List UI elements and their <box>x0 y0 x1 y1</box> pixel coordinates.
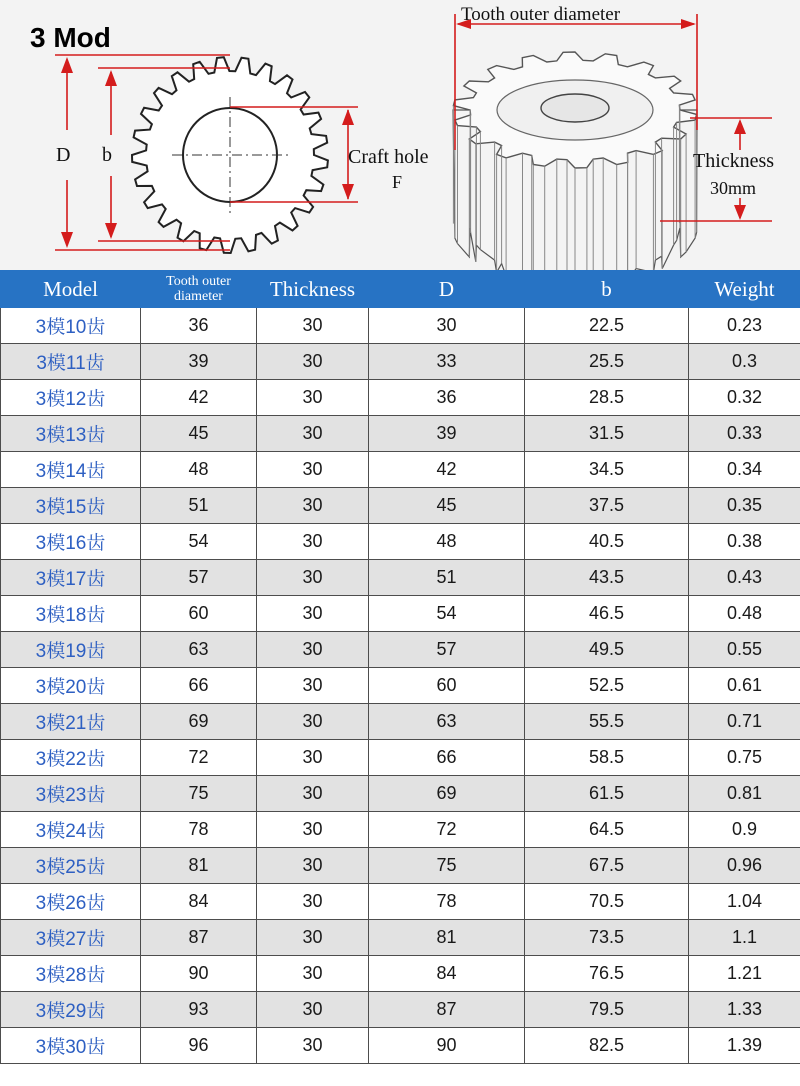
cell-thickness: 30 <box>257 992 369 1028</box>
cell-model: 3模14齿 <box>1 452 141 488</box>
cell-D: 84 <box>369 956 525 992</box>
cell-tooth-outer-diameter: 66 <box>141 668 257 704</box>
cell-thickness: 30 <box>257 596 369 632</box>
cell-thickness: 30 <box>257 920 369 956</box>
table-row <box>1 488 800 524</box>
cell-model: 3模18齿 <box>1 596 141 632</box>
cell-D: 33 <box>369 344 525 380</box>
cell-weight: 1.21 <box>689 956 800 992</box>
table-row <box>1 308 800 344</box>
label-tooth-outer-diameter: Tooth outer diameter <box>461 4 621 25</box>
table-header-row <box>1 271 800 308</box>
cell-model: 3模22齿 <box>1 740 141 776</box>
cell-b: 25.5 <box>525 344 689 380</box>
cell-D: 66 <box>369 740 525 776</box>
cell-D: 57 <box>369 632 525 668</box>
header-b: b <box>525 271 689 308</box>
cell-thickness: 30 <box>257 524 369 560</box>
cell-tooth-outer-diameter: 90 <box>141 956 257 992</box>
table-row <box>1 524 800 560</box>
cell-tooth-outer-diameter: 84 <box>141 884 257 920</box>
cell-model: 3模29齿 <box>1 992 141 1028</box>
header-D: D <box>369 271 525 308</box>
cell-thickness: 30 <box>257 1028 369 1064</box>
cell-weight: 0.55 <box>689 632 800 668</box>
cell-thickness: 30 <box>257 884 369 920</box>
cell-b: 37.5 <box>525 488 689 524</box>
table-row <box>1 776 800 812</box>
cell-thickness: 30 <box>257 452 369 488</box>
cell-thickness: 30 <box>257 704 369 740</box>
cell-b: 55.5 <box>525 704 689 740</box>
cell-tooth-outer-diameter: 96 <box>141 1028 257 1064</box>
cell-b: 70.5 <box>525 884 689 920</box>
cell-model: 3模13齿 <box>1 416 141 452</box>
cell-weight: 0.35 <box>689 488 800 524</box>
gear-front-view <box>132 57 328 253</box>
cell-model: 3模30齿 <box>1 1028 141 1064</box>
cell-tooth-outer-diameter: 63 <box>141 632 257 668</box>
cell-b: 79.5 <box>525 992 689 1028</box>
cell-thickness: 30 <box>257 776 369 812</box>
cell-model: 3模12齿 <box>1 380 141 416</box>
cell-D: 75 <box>369 848 525 884</box>
cell-model: 3模28齿 <box>1 956 141 992</box>
header-model: Model <box>1 271 141 308</box>
cell-b: 28.5 <box>525 380 689 416</box>
cell-tooth-outer-diameter: 75 <box>141 776 257 812</box>
gear-diagram <box>0 0 800 270</box>
table-row <box>1 812 800 848</box>
cell-weight: 0.71 <box>689 704 800 740</box>
cell-model: 3模11齿 <box>1 344 141 380</box>
cell-model: 3模21齿 <box>1 704 141 740</box>
cell-model: 3模16齿 <box>1 524 141 560</box>
cell-D: 48 <box>369 524 525 560</box>
cell-D: 42 <box>369 452 525 488</box>
cell-thickness: 30 <box>257 668 369 704</box>
cell-b: 49.5 <box>525 632 689 668</box>
table-row <box>1 920 800 956</box>
cell-weight: 1.33 <box>689 992 800 1028</box>
cell-D: 78 <box>369 884 525 920</box>
gear-perspective-view <box>453 52 697 270</box>
cell-model: 3模27齿 <box>1 920 141 956</box>
cell-D: 69 <box>369 776 525 812</box>
table-row <box>1 452 800 488</box>
cell-b: 43.5 <box>525 560 689 596</box>
cell-tooth-outer-diameter: 54 <box>141 524 257 560</box>
cell-tooth-outer-diameter: 72 <box>141 740 257 776</box>
label-thickness-value: 30mm <box>710 178 757 198</box>
cell-b: 82.5 <box>525 1028 689 1064</box>
cell-thickness: 30 <box>257 848 369 884</box>
cell-thickness: 30 <box>257 560 369 596</box>
cell-D: 54 <box>369 596 525 632</box>
cell-D: 39 <box>369 416 525 452</box>
cell-thickness: 30 <box>257 740 369 776</box>
cell-weight: 1.39 <box>689 1028 800 1064</box>
cell-weight: 1.1 <box>689 920 800 956</box>
cell-D: 51 <box>369 560 525 596</box>
cell-tooth-outer-diameter: 39 <box>141 344 257 380</box>
cell-tooth-outer-diameter: 78 <box>141 812 257 848</box>
cell-weight: 0.33 <box>689 416 800 452</box>
cell-tooth-outer-diameter: 48 <box>141 452 257 488</box>
cell-tooth-outer-diameter: 69 <box>141 704 257 740</box>
label-craft-hole-F: F <box>392 172 403 192</box>
cell-weight: 0.48 <box>689 596 800 632</box>
cell-b: 61.5 <box>525 776 689 812</box>
table-row <box>1 1028 800 1064</box>
label-b: b <box>102 144 112 166</box>
cell-weight: 0.23 <box>689 308 800 344</box>
cell-model: 3模17齿 <box>1 560 141 596</box>
cell-tooth-outer-diameter: 42 <box>141 380 257 416</box>
cell-tooth-outer-diameter: 81 <box>141 848 257 884</box>
table-row <box>1 956 800 992</box>
cell-D: 63 <box>369 704 525 740</box>
cell-thickness: 30 <box>257 380 369 416</box>
cell-weight: 0.32 <box>689 380 800 416</box>
cell-D: 45 <box>369 488 525 524</box>
table-row <box>1 380 800 416</box>
cell-thickness: 30 <box>257 632 369 668</box>
cell-thickness: 30 <box>257 344 369 380</box>
table-row <box>1 344 800 380</box>
table-row <box>1 848 800 884</box>
cell-D: 90 <box>369 1028 525 1064</box>
table-row <box>1 740 800 776</box>
table-row <box>1 560 800 596</box>
table-row <box>1 416 800 452</box>
cell-thickness: 30 <box>257 812 369 848</box>
cell-weight: 0.96 <box>689 848 800 884</box>
cell-b: 34.5 <box>525 452 689 488</box>
header-weight: Weight <box>689 271 800 308</box>
table-row <box>1 668 800 704</box>
cell-thickness: 30 <box>257 416 369 452</box>
cell-weight: 0.38 <box>689 524 800 560</box>
cell-weight: 0.43 <box>689 560 800 596</box>
header-thickness: Thickness <box>257 271 369 308</box>
cell-model: 3模19齿 <box>1 632 141 668</box>
cell-thickness: 30 <box>257 308 369 344</box>
table-row <box>1 704 800 740</box>
cell-b: 76.5 <box>525 956 689 992</box>
cell-D: 81 <box>369 920 525 956</box>
cell-D: 36 <box>369 380 525 416</box>
table-row <box>1 992 800 1028</box>
cell-b: 52.5 <box>525 668 689 704</box>
gear-bore-hole <box>541 94 609 122</box>
cell-weight: 0.75 <box>689 740 800 776</box>
cell-D: 72 <box>369 812 525 848</box>
table-row <box>1 596 800 632</box>
header-tooth-outer-diameter: Tooth outer diameter <box>141 271 257 308</box>
cell-model: 3模15齿 <box>1 488 141 524</box>
cell-weight: 0.61 <box>689 668 800 704</box>
gear-spec-table <box>0 270 800 1064</box>
cell-tooth-outer-diameter: 51 <box>141 488 257 524</box>
table-body <box>1 308 800 1064</box>
cell-b: 46.5 <box>525 596 689 632</box>
label-thickness: Thickness <box>693 150 775 172</box>
cell-weight: 0.3 <box>689 344 800 380</box>
cell-b: 67.5 <box>525 848 689 884</box>
cell-tooth-outer-diameter: 93 <box>141 992 257 1028</box>
cell-model: 3模20齿 <box>1 668 141 704</box>
cell-tooth-outer-diameter: 60 <box>141 596 257 632</box>
cell-b: 58.5 <box>525 740 689 776</box>
cell-model: 3模26齿 <box>1 884 141 920</box>
cell-b: 40.5 <box>525 524 689 560</box>
cell-D: 60 <box>369 668 525 704</box>
label-craft-hole: Craft hole <box>348 146 429 168</box>
gear-diagram-svg <box>0 0 800 270</box>
cell-tooth-outer-diameter: 45 <box>141 416 257 452</box>
cell-model: 3模25齿 <box>1 848 141 884</box>
cell-b: 64.5 <box>525 812 689 848</box>
cell-thickness: 30 <box>257 956 369 992</box>
cell-weight: 0.34 <box>689 452 800 488</box>
cell-b: 22.5 <box>525 308 689 344</box>
diagram-title: 3 Mod <box>30 22 111 53</box>
cell-D: 30 <box>369 308 525 344</box>
cell-D: 87 <box>369 992 525 1028</box>
label-D: D <box>56 144 71 166</box>
cell-tooth-outer-diameter: 36 <box>141 308 257 344</box>
cell-tooth-outer-diameter: 57 <box>141 560 257 596</box>
cell-tooth-outer-diameter: 87 <box>141 920 257 956</box>
cell-model: 3模23齿 <box>1 776 141 812</box>
cell-weight: 0.9 <box>689 812 800 848</box>
cell-model: 3模10齿 <box>1 308 141 344</box>
cell-weight: 1.04 <box>689 884 800 920</box>
cell-b: 73.5 <box>525 920 689 956</box>
cell-weight: 0.81 <box>689 776 800 812</box>
table-row <box>1 884 800 920</box>
cell-thickness: 30 <box>257 488 369 524</box>
cell-model: 3模24齿 <box>1 812 141 848</box>
table-row <box>1 632 800 668</box>
cell-b: 31.5 <box>525 416 689 452</box>
